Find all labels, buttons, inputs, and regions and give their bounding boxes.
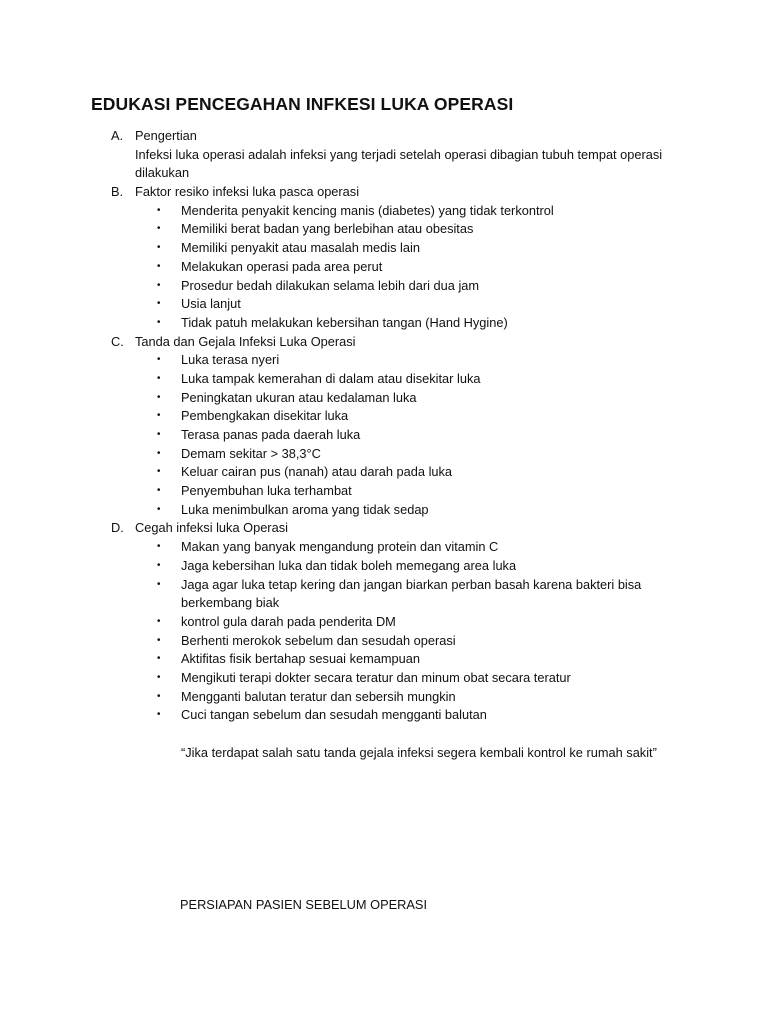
list-item [0,501,768,520]
list-item [0,650,768,669]
section-letter: D. [111,520,124,536]
list-item-text: Keluar cairan pus (nanah) atau darah pada luka [181,464,453,480]
list-item [0,538,768,557]
bullet-icon: • [157,541,161,553]
bullet-icon: • [157,466,161,478]
list-item-text: Berhenti merokok sebelum dan sesudah operasi [181,632,456,648]
list-item-text: Tidak patuh melakukan kebersihan tangan (Hand Hygine) [181,314,508,330]
list-item-text: Luka terasa nyeri [181,352,280,368]
bullet-icon: • [157,372,161,384]
bullet-icon: • [157,615,161,627]
list-item-text: Prosedur bedah dilakukan selama lebih dari dua jam [181,277,480,293]
list-item [0,407,768,426]
list-item [0,463,768,482]
list-item-text: Demam sekitar > 38,3°C [181,445,321,461]
section-d-heading [0,519,768,538]
list-item [0,706,768,725]
list-item [0,688,768,707]
closing-quote [0,744,768,763]
list-item-text: Melakukan operasi pada area perut [181,258,383,274]
next-section-heading: PERSIAPAN PASIEN SEBELUM OPERASI [180,897,428,912]
list-item-text: Menderita penyakit kencing manis (diabetes) yang tidak terkontrol [181,202,554,218]
bullet-icon: • [157,298,161,310]
section-a-body-line [0,164,768,183]
list-item-text: Jaga agar luka tetap kering dan jangan biarkan perban basah karena bakteri bisa [181,576,642,592]
document-title: EDUKASI PENCEGAHAN INFKESI LUKA OPERASI [91,94,514,114]
bullet-icon: • [157,204,161,216]
quote-text: “Jika terdapat salah satu tanda gejala infeksi segera kembali kontrol ke rumah sakit” [181,744,657,760]
list-item [0,202,768,221]
bullet-icon: • [157,279,161,291]
list-item-text: Terasa panas pada daerah luka [181,427,361,442]
list-item [0,557,768,576]
list-item [0,351,768,370]
paragraph-text: Infeksi luka operasi adalah infeksi yang terjadi setelah operasi dibagian tubuh tempat operasi [135,146,663,162]
list-item [0,239,768,258]
blank-line [0,725,768,744]
section-a-heading [0,127,768,146]
bullet-icon: • [157,559,161,571]
list-item [0,426,768,445]
list-item-text: Luka menimbulkan aroma yang tidak sedap [181,501,429,517]
list-item-text: Mengganti balutan teratur dan sebersih mungkin [181,688,456,704]
bullet-icon: • [157,447,161,459]
list-item-text: Pembengkakan disekitar luka [181,408,349,424]
list-item [0,445,768,464]
list-item [0,277,768,296]
list-item [0,370,768,389]
bullet-icon: • [157,503,161,515]
list-item-text: Mengikuti terapi dokter secara teratur dan minum obat secara teratur [181,669,571,685]
list-item [0,669,768,688]
list-item-text: Memiliki penyakit atau masalah medis lain [181,240,420,256]
section-a-body-line [0,146,768,165]
section-letter: C. [111,333,124,349]
section-heading: Cegah infeksi luka Operasi [135,520,288,536]
bullet-icon: • [157,429,161,440]
bullet-icon: • [157,223,161,235]
section-letter: A. [111,128,124,143]
bullet-icon: • [157,709,161,721]
list-item-text: Cuci tangan sebelum dan sesudah mengganti balutan [181,707,487,723]
section-b-heading [0,183,768,202]
list-item-text: Memiliki berat badan yang berlebihan atau obesitas [181,221,474,237]
bullet-icon: • [157,634,161,646]
bullet-icon: • [157,316,161,328]
list-item [0,220,768,239]
list-item [0,295,768,314]
section-heading: Faktor resiko infeksi luka pasca operasi [135,184,360,200]
list-item [0,576,768,595]
section-c-heading [0,333,768,352]
list-item-text: Luka tampak kemerahan di dalam atau disekitar luka [181,370,481,386]
list-item [0,482,768,501]
section-heading: Pengertian [135,128,197,143]
list-item [0,613,768,632]
bullet-icon: • [157,671,161,683]
bullet-icon: • [157,485,161,497]
bullet-icon: • [157,653,161,665]
list-item-text: Jaga kebersihan luka dan tidak boleh memegang area luka [181,557,517,573]
paragraph-text: dilakukan [135,165,190,181]
list-item-text: Usia lanjut [181,296,241,312]
bullet-icon: • [157,242,161,254]
list-item-text: berkembang biak [181,595,280,611]
bullet-icon: • [157,690,161,702]
list-item-text: Peningkatan ukuran atau kedalaman luka [181,389,417,405]
bullet-icon: • [157,354,161,366]
list-item [0,632,768,651]
list-item [0,389,768,408]
list-item-text: kontrol gula darah pada penderita DM [181,613,396,629]
bullet-icon: • [157,578,161,590]
bullet-icon: • [157,410,161,422]
document-body [0,127,768,762]
list-item [0,258,768,277]
bullet-icon: • [157,260,161,272]
bullet-icon: • [157,391,161,403]
list-item [0,314,768,333]
list-item-text: Makan yang banyak mengandung protein dan vitamin C [181,539,499,555]
list-item-text: Aktifitas fisik bertahap sesuai kemampuan [181,651,420,667]
section-letter: B. [111,184,124,200]
list-item-text: Penyembuhan luka terhambat [181,483,352,499]
section-heading: Tanda dan Gejala Infeksi Luka Operasi [135,333,356,349]
list-item-continuation [0,594,768,613]
